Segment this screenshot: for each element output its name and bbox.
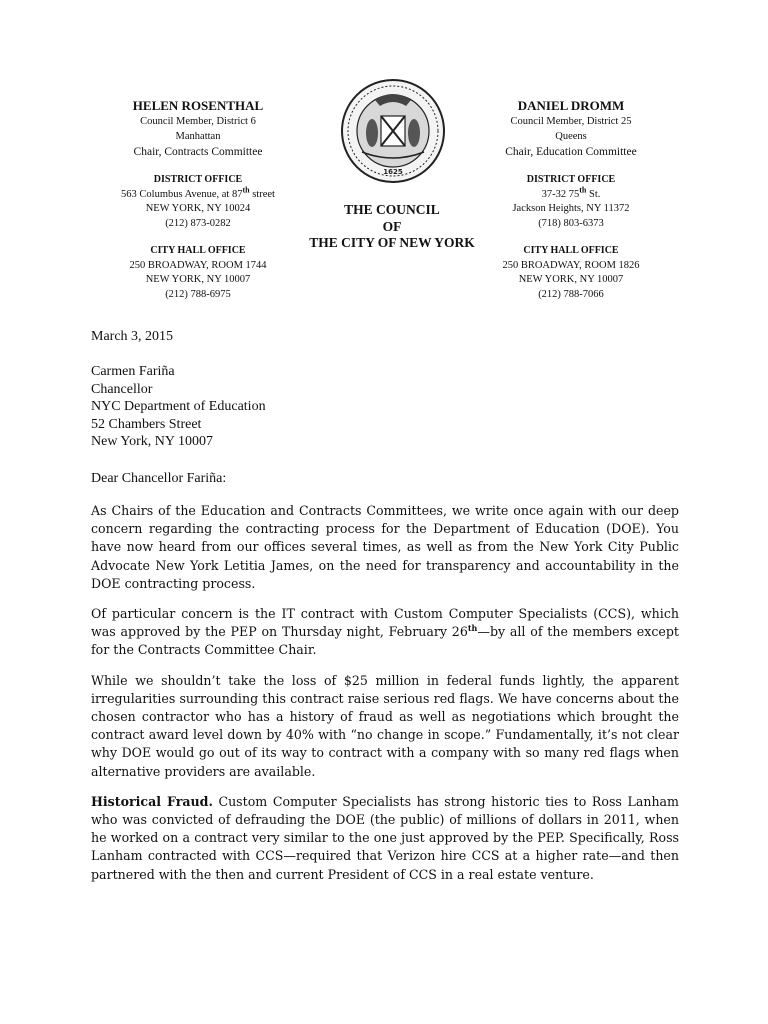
council-title-line2: OF [382, 218, 402, 234]
recipient-city: New York, NY 10007 [91, 434, 213, 450]
letterhead-right [451, 97, 691, 302]
recipient-address [91, 363, 266, 451]
committee-chair: Chair, Education Committee [505, 146, 637, 158]
city-hall-office-label: CITY HALL OFFICE [150, 245, 246, 256]
district-address-line2: Jackson Heights, NY 11372 [512, 203, 630, 214]
council-title-line1: THE COUNCIL [344, 202, 440, 217]
recipient-street: 52 Chambers Street [91, 416, 202, 432]
member-name: DANIEL DROMM [517, 98, 625, 113]
city-hall-phone: (212) 788-7066 [538, 288, 604, 300]
letterhead-left [78, 97, 318, 302]
district-phone: (212) 873-0282 [165, 217, 231, 229]
member-name: HELEN ROSENTHAL [132, 98, 264, 113]
paragraph-4-heading: Historical Fraud. [91, 793, 213, 809]
city-hall-address-line2: NEW YORK, NY 10007 [145, 274, 251, 285]
letter-date: March 3, 2015 [91, 329, 174, 344]
district-office-label: DISTRICT OFFICE [526, 174, 616, 185]
member-role: Council Member, District 6 [140, 116, 256, 127]
district-office-label: DISTRICT OFFICE [153, 174, 243, 185]
member-role: Council Member, District 25 [510, 116, 632, 127]
paragraph-1: As Chairs of the Education and Contracts Committees, we write once again with our deep concern regarding the contracting process for the Department of Education (DOE). You have now heard from our offices several times, as well as from the New York City Public Advocate New York Letitia James, on the need for transparency and accountability in the DOE contracting process. [91, 503, 679, 591]
seal-year: 1625 [383, 168, 403, 176]
seal-icon [340, 78, 446, 184]
district-phone: (718) 803-6373 [538, 217, 604, 229]
recipient-title: Chancellor [91, 381, 153, 397]
district-address-line2: NEW YORK, NY 10024 [145, 203, 251, 214]
paragraph-2: Of particular concern is the IT contract with Custom Computer Specialists (CCS), which was approved by the PEP on Thursday night, February 26th—by all of the members except for the Contracts Committee Chair. [91, 606, 679, 658]
salutation: Dear Chancellor Fariña: [91, 471, 227, 486]
city-hall-phone: (212) 788-6975 [165, 288, 231, 300]
council-title-line3: THE CITY OF NEW YORK [309, 235, 475, 250]
city-council-seal [340, 78, 446, 184]
paragraph-3: While we shouldn’t take the loss of $25 million in federal funds lightly, the apparent irregularities surrounding this contract raise serious red flags. We have concerns about the chosen contractor who has a history of fraud as well as negotiations which brought the contract award level down by 40% with “no change in scope.” Fundamentally, it’s not clear why DOE would go out of its way to contract with a company with so many red flags when alternative providers are available. [91, 672, 679, 779]
city-hall-address-line2: NEW YORK, NY 10007 [518, 274, 624, 285]
district-address-line1: 37-32 75th St. [541, 185, 601, 200]
district-address-line1: 563 Columbus Avenue, at 87th street [121, 185, 275, 200]
committee-chair: Chair, Contracts Committee [133, 146, 263, 158]
city-hall-office-label: CITY HALL OFFICE [523, 245, 619, 256]
letter-body [91, 502, 679, 896]
member-borough: Queens [555, 130, 587, 142]
city-hall-address-line1: 250 BROADWAY, ROOM 1744 [129, 259, 267, 271]
recipient-org: NYC Department of Education [91, 399, 266, 415]
paragraph-4: Historical Fraud. Custom Computer Specialists has strong historic ties to Ross Lanham who was convicted of defrauding the DOE (the public) of millions of dollars in 2011, when he worked on a contract very similar to the one just approved by the PEP. Specifically, Ross Lanham contracted with CCS—required that Verizon hire CCS at a higher rate—and then partnered with the then and current President of CCS in a real estate venture. [91, 793, 680, 882]
city-hall-address-line1: 250 BROADWAY, ROOM 1826 [502, 259, 640, 271]
recipient-name: Carmen Fariña [91, 364, 175, 379]
member-borough: Manhattan [175, 130, 221, 142]
